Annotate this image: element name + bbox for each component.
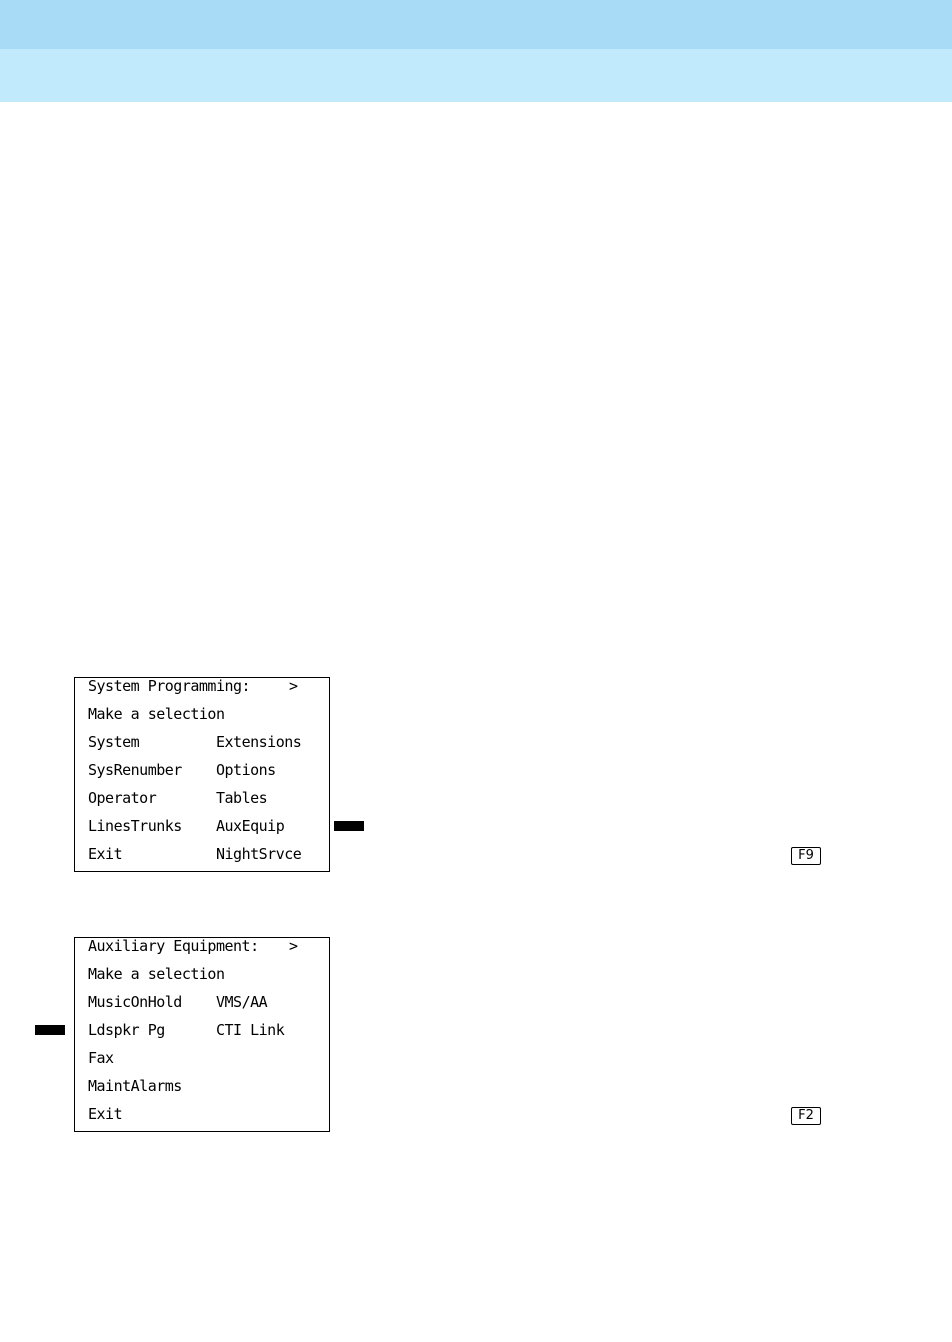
menu-option-exit[interactable]: Exit (88, 1105, 123, 1123)
display-screen-auxiliary-equipment (74, 937, 330, 1132)
screen-prompt: Make a selection (88, 705, 225, 723)
menu-option-auxequip[interactable]: AuxEquip (216, 817, 285, 835)
header-band-top (0, 0, 952, 49)
menu-option-nightsrvce[interactable]: NightSrvce (216, 845, 302, 863)
menu-option-cti-link[interactable]: CTI Link (216, 1021, 285, 1039)
menu-option-ldspkr-pg[interactable]: Ldspkr Pg (88, 1021, 165, 1039)
function-key-f2[interactable]: F2 (791, 1107, 821, 1125)
display-screen-system-programming (74, 677, 330, 872)
menu-option-extensions[interactable]: Extensions (216, 733, 302, 751)
more-arrow: > (289, 677, 298, 695)
line-button-marker-auxequip[interactable] (334, 821, 364, 831)
menu-option-maintalarms[interactable]: MaintAlarms (88, 1077, 182, 1095)
menu-option-sysrenumber[interactable]: SysRenumber (88, 761, 182, 779)
menu-option-fax[interactable]: Fax (88, 1049, 114, 1067)
screen-prompt: Make a selection (88, 965, 225, 983)
menu-option-linestrunks[interactable]: LinesTrunks (88, 817, 182, 835)
menu-option-options[interactable]: Options (216, 761, 276, 779)
menu-option-operator[interactable]: Operator (88, 789, 157, 807)
line-button-marker-ldspkr-pg[interactable] (35, 1025, 65, 1035)
function-key-f9[interactable]: F9 (791, 847, 821, 865)
menu-option-tables[interactable]: Tables (216, 789, 268, 807)
header-band-bottom (0, 49, 952, 102)
menu-option-exit[interactable]: Exit (88, 845, 123, 863)
screen-title: Auxiliary Equipment: (88, 937, 259, 955)
more-arrow: > (289, 937, 298, 955)
menu-option-vms-aa[interactable]: VMS/AA (216, 993, 268, 1011)
menu-option-musiconhold[interactable]: MusicOnHold (88, 993, 182, 1011)
screen-title: System Programming: (88, 677, 251, 695)
menu-option-system[interactable]: System (88, 733, 140, 751)
